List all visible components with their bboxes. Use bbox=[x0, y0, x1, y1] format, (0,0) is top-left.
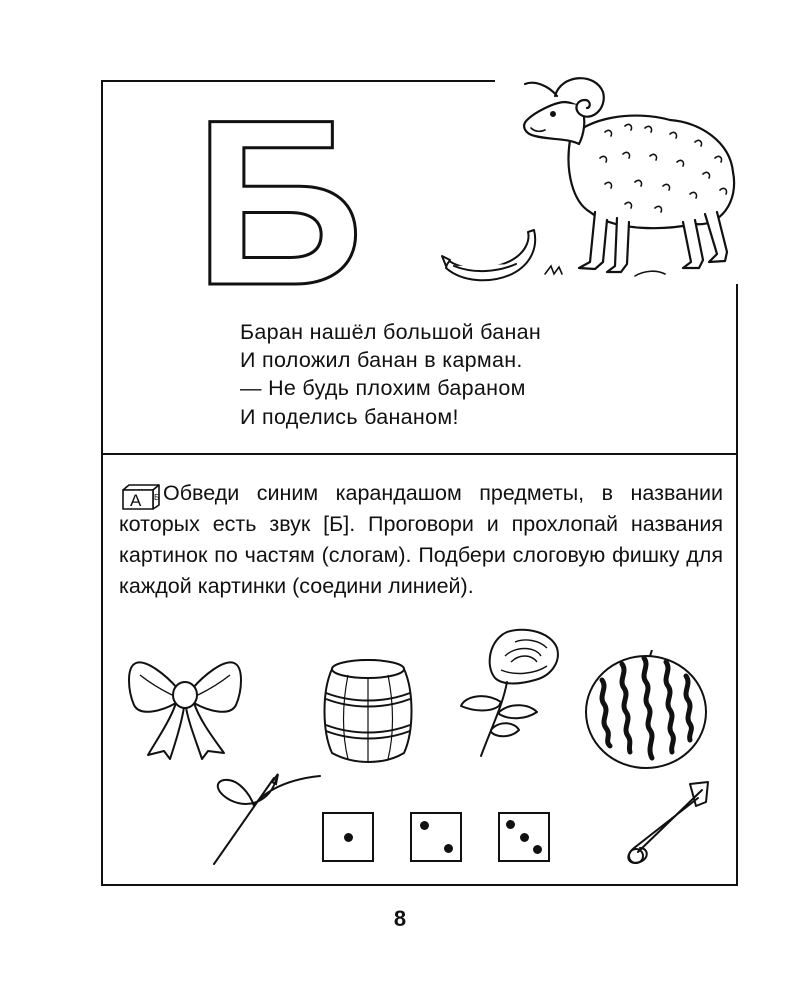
dice-pip bbox=[533, 845, 542, 854]
barrel-icon bbox=[318, 655, 418, 767]
syllable-chip-two[interactable] bbox=[410, 812, 462, 862]
svg-text:Б: Б bbox=[154, 493, 160, 502]
big-letter-b bbox=[190, 106, 370, 292]
dice-pip bbox=[444, 844, 453, 853]
task-instruction: Обведи синим карандашом предметы, в названии которых есть звук [Б]. Проговори и прохлопай названия картинок по частям (слогам). Подбери слоговую фишку для каждой картинки (соедини линией). bbox=[119, 481, 723, 598]
needle-icon bbox=[210, 770, 324, 866]
section-divider bbox=[101, 453, 738, 455]
banana-icon bbox=[440, 226, 540, 288]
dice-pip bbox=[520, 833, 529, 842]
dice-pip bbox=[420, 821, 429, 830]
dice-pip bbox=[506, 820, 515, 829]
svg-text:А: А bbox=[130, 491, 142, 510]
poem-line: И поделись бананом! bbox=[240, 404, 459, 429]
poem-line: И положил банан в карман. bbox=[240, 348, 523, 373]
rose-icon bbox=[455, 626, 565, 768]
bow-icon bbox=[126, 655, 244, 761]
dice-pip bbox=[344, 833, 353, 842]
page-number: 8 bbox=[393, 906, 407, 931]
poem bbox=[240, 318, 541, 431]
safety-pin-icon bbox=[620, 778, 712, 866]
syllable-chip-one[interactable] bbox=[322, 812, 374, 862]
poem-line: Баран нашёл большой банан bbox=[240, 320, 542, 344]
task-text-block bbox=[119, 478, 723, 602]
syllable-chip-three[interactable] bbox=[498, 812, 550, 862]
poem-line: — Не будь плохим бараном bbox=[240, 376, 526, 401]
watermelon-icon bbox=[582, 650, 710, 772]
big-letter-glyph: Б bbox=[194, 106, 364, 292]
